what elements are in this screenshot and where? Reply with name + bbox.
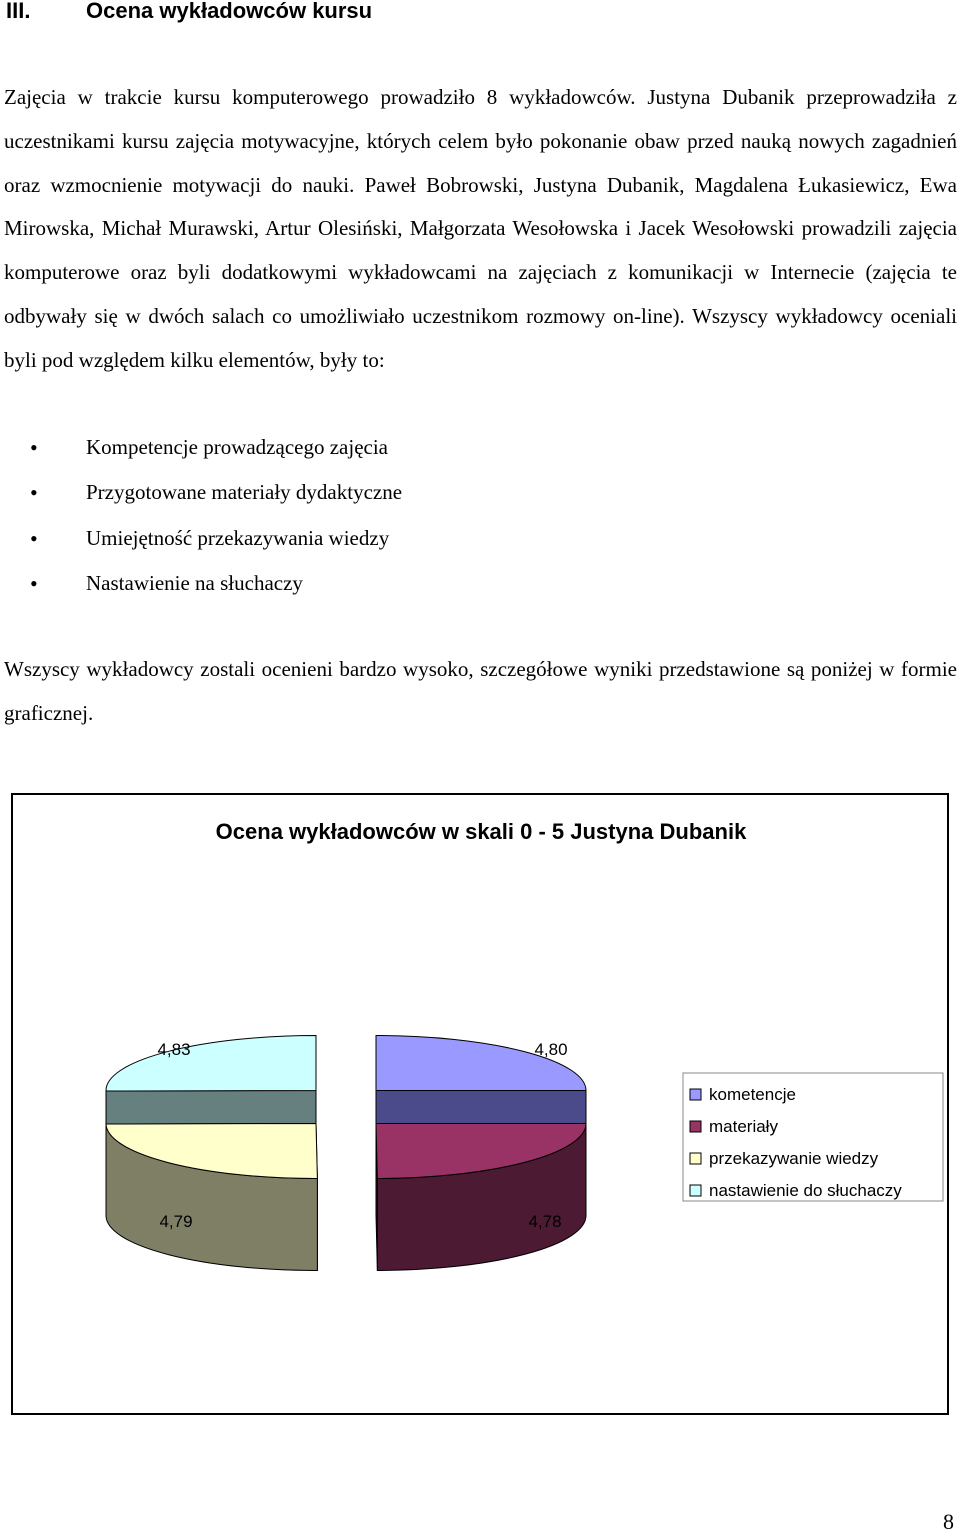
- legend-label: materiały: [709, 1117, 778, 1136]
- legend-swatch: [690, 1121, 701, 1132]
- page-number: 8: [943, 1509, 954, 1534]
- data-label: 4,79: [159, 1212, 193, 1231]
- section-title: Ocena wykładowców kursu: [86, 0, 373, 23]
- section-heading: [6, 0, 372, 26]
- intro-paragraph: Zajęcia w trakcie kursu komputerowego prowadziło 8 wykładowców. Justyna Dubanik przeprowadziła z uczestnikami kursu zajęcia motywacyjne, których celem było pokonanie obaw przed nauką nowych zagadnień oraz wzmocnienie motywacji do nauki. Paweł Bobrowski, Justyna Dubanik, Magdalena Łukasiewicz, Ewa Mirowska, Michał Murawski, Artur Olesiński, Małgorzata Wesołowska i Jacek Wesołowski prowadzili zajęcia komputerowe oraz byli dodatkowymi wykładowcami na zajęciach z komunikacji w Internecie (zajęcia te odbywały się w dwóch salach co umożliwiało uczestnikom rozmowy on-line). Wszyscy wykładowcy oceniali byli pod względem kilku elementów, były to:: [4, 85, 957, 372]
- section-number: III.: [6, 0, 31, 23]
- data-label: 4,80: [534, 1040, 568, 1059]
- pie-slice: [376, 1124, 586, 1271]
- legend-label: kometencje: [709, 1085, 796, 1104]
- data-label: 4,78: [528, 1212, 562, 1231]
- pie-chart: [13, 795, 947, 1413]
- chart-container: [11, 793, 949, 1415]
- legend-swatch: [690, 1153, 701, 1164]
- bullet-icon: •: [30, 480, 38, 506]
- chart-title: Ocena wykładowców w skali 0 - 5 Justyna Dubanik: [215, 819, 747, 844]
- pie-slice: [106, 1124, 317, 1271]
- summary-paragraph: Wszyscy wykładowcy zostali ocenieni bardzo wysoko, szczegółowe wyniki przedstawione są poniżej w formie graficznej.: [4, 657, 957, 725]
- bullet-icon: •: [30, 525, 38, 551]
- data-label: 4,83: [157, 1040, 191, 1059]
- legend-label: nastawienie do słuchaczy: [709, 1181, 902, 1200]
- legend-swatch: [690, 1185, 701, 1196]
- bullet-icon: •: [30, 570, 38, 596]
- chart-legend: [683, 1073, 943, 1201]
- legend-label: przekazywanie wiedzy: [709, 1149, 879, 1168]
- legend-swatch: [690, 1089, 701, 1100]
- bullet-icon: •: [30, 435, 38, 460]
